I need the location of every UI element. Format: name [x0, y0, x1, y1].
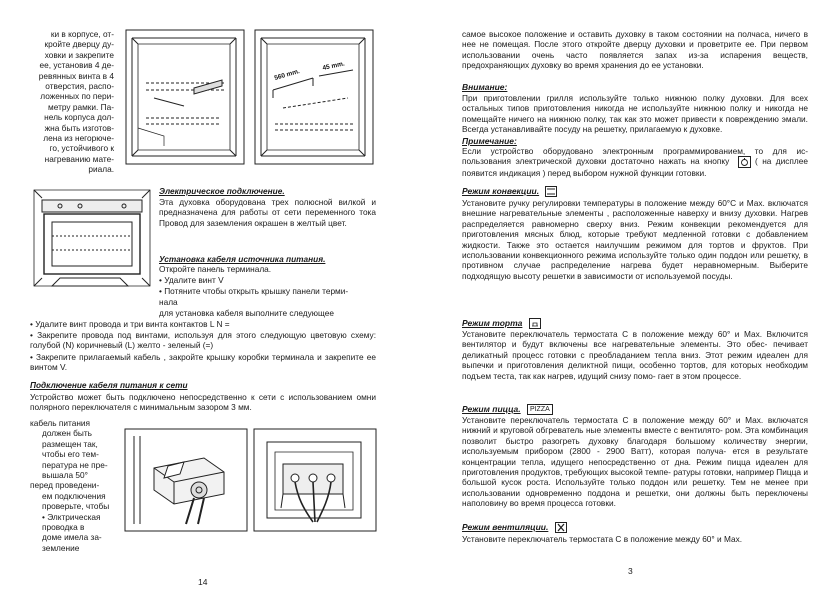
bullet-color-scheme: • Закрепите провода под винтами, используя для этого следующую цветовую схему: голубой (N) коричневый (L) желто - зеленый (=)	[30, 330, 376, 351]
cable-line: перед проведени-	[30, 480, 100, 491]
cake-heading: Режим торта	[462, 318, 523, 328]
cable-install-instruction: для установка кабеля выполните следующее	[159, 308, 334, 318]
intro-line: отверстия, распо-	[45, 81, 114, 92]
cable-line: вышала 50°	[42, 470, 88, 481]
dimension-label-45: 45 mm.	[321, 60, 346, 72]
intro-line: кройте дверцу ду-	[44, 39, 114, 50]
connect-heading: Подключение кабеля питания к сети	[30, 380, 188, 390]
intro-line: го, устойчивого к	[49, 143, 114, 154]
bullet-remove-screw: • Удалите винт V	[159, 275, 224, 285]
timer-button-icon	[738, 156, 751, 168]
pizza-text: Установите переключатель термостата С в положение между 60° и Мах. включатся нижний и круговой обгреватель ные элементы вместе с вентилято- ром. Эта комбинация позволит быстро разогреть духовку благодаря большому количеству энергии, используемым прибором (2800 - 2900 Ватт), которая получа- ется в результате концентрации тепла, идущего непосредственно от дна. Режим пицца идеален для приготовления продуктов, требующих высокой темпе- ратуры готовки, например Пицца и большой кусок роста. Используйте только поддон или решетку. Тем не менее при использовании одновременно поддона и решетки, они должны быть переключены наполовину во время процесса готовки.	[462, 415, 808, 509]
intro-line: ее, установив 4 де-	[39, 60, 114, 71]
cable-line: должен быть	[42, 428, 93, 439]
connect-text: Устройство может быть подключено непосредственно к сети с использованием омни полярного переключателя с минимальным зазором 3 мм.	[30, 392, 376, 413]
cable-line: пература не пре-	[42, 459, 108, 470]
note-text-part-1: Если устройство оборудовано электронным программированием, то для ис- пользования электрической духовки достаточно нажать на кнопку	[462, 146, 808, 167]
attention-text: При приготовлении грилля используйте только нижнюю полку духовки. Для всех остальных типов приготовления никогда не используйте нижнюю полку и никогда не помещайте ничего на нижнюю полку, так как это может привести к повреждению эмали. Всегда устанавливайте посуду на решетку, прилагаемую к духовке.	[462, 93, 808, 135]
bullet-remove-wire-screw: • Удалите винт провода и три винта контактов L N =	[30, 319, 230, 329]
attention-heading: Внимание:	[462, 82, 508, 92]
pizza-mode-badge: PIZZA	[527, 404, 553, 415]
intro-line: жна быть изготов-	[44, 122, 114, 133]
cake-text: Установите переключатель термостата С в положение между 60° и Мах. Включится вентилятор и будут включены все нагревательные элементы. Это обес- печивает деликатный процесс готовки с преобладанием тепла вниз. Этот режим идеален для выпечки и приготовления деликтной пищи, особенно тортов, для которых необходим подъем теста, так как нагрев, идущий снизу помо- гает в этом процессе.	[462, 329, 808, 381]
cable-heading: Установка кабеля источника питания.	[159, 254, 326, 264]
convection-heading-row	[462, 186, 557, 197]
intro-column	[30, 29, 114, 175]
cable-line: размещен так,	[42, 438, 98, 449]
right-page-number: 3	[628, 566, 633, 576]
intro-line: ложенных по пери-	[40, 91, 114, 102]
intro-line: нагреванию мате-	[44, 153, 114, 164]
intro-line: метру рамки. Па-	[48, 101, 114, 112]
cable-intro: Откройте панель терминала.	[159, 264, 272, 274]
pizza-heading-row	[462, 404, 553, 415]
cable-line: чтобы его тем-	[42, 449, 99, 460]
note-text-part-2: ( на дисплее появится индикация ) перед выбором нужной функции готовки.	[462, 156, 808, 179]
cable-line: проводка в	[42, 522, 85, 533]
note-text	[462, 146, 808, 179]
intro-line: ки в корпусе, от-	[50, 29, 114, 39]
convection-text: Установите ручку регулировки температуры в положение между 60°С и Мах. включатся внешние нагревательные элементы , расположенные наверху и внизу духовки. Нагрев распределяется равномерно сверху вниз. Режим конвекции рекомендуется для приготовления мясных блюд, которые требуют медленной готовки с добавлением жидкости. Также это остается наилучшим режимом для тортов и фруктов. При использовании конвекционного режима используйте только один поддон или решетку, в противном случае распределение нагрева будет неравномерным. Выберите подходящую высоту решетки в зависимости от используемой посуды.	[462, 198, 808, 281]
intro-line: нель корпуса дол-	[44, 112, 114, 123]
cabinet-dimensions-figure	[253, 28, 377, 168]
terminal-wiring-figure	[253, 428, 377, 532]
vent-text: Установите переключатель термостата С в положение между 60° и Мах.	[462, 534, 743, 544]
vent-heading-row	[462, 522, 567, 533]
terminal-box-figure	[124, 428, 248, 532]
bullet-open-cover: • Потяните чтобы открыть крышку панели терми-	[159, 286, 349, 296]
intro-line: риала.	[88, 164, 114, 175]
oven-figure	[30, 186, 154, 296]
pizza-heading: Режим пицца.	[462, 404, 521, 414]
intro-line: лена из негорюче-	[43, 133, 114, 144]
cable-line: кабель питания	[30, 418, 91, 428]
cabinet-installation-figure	[124, 28, 248, 168]
left-page-number: 14	[198, 577, 208, 587]
vent-heading: Режим вентиляции.	[462, 522, 549, 532]
cake-mode-icon	[529, 318, 541, 329]
note-heading: Примечание:	[462, 136, 517, 146]
bullet-open-cover-cont: нала	[159, 297, 178, 307]
intro-line: ревянных винта в 4	[38, 70, 114, 81]
cable-line: • Элктрическая	[42, 511, 101, 522]
convection-heading: Режим конвекции.	[462, 186, 540, 196]
cable-line: проверьте, чтобы	[42, 501, 110, 512]
electrical-text: Эта духовка оборудована трех полюсной вилкой и предназначена для работы от сети переменного тока Провод для заземления окрашен в желтый цвет.	[159, 197, 376, 228]
first-use-text: самое высокое положение и оставить духовку в таком состоянии на полчаса, ничего в нее не помещая. После этого откройте дверцу духовки и проветрите ее. При первом использовании очень часто появляется запах из-за испарения веществ, предохраняющих духовку во время хранения до ее установки.	[462, 29, 808, 71]
cable-line: ем подключения	[42, 490, 106, 501]
convection-mode-icon	[545, 186, 557, 197]
cake-heading-row	[462, 318, 541, 329]
electrical-heading: Электрическое подключение.	[159, 186, 285, 196]
fan-mode-icon	[555, 522, 567, 533]
intro-line: ховки и закрепите	[44, 49, 114, 60]
cable-requirements-column	[30, 418, 112, 553]
cable-line: землениe	[42, 542, 80, 553]
dimension-label-560: 560 mm.	[273, 68, 301, 82]
bullet-fix-cable: • Закрепите прилагаемый кабель , закройте крышку коробки терминала и закрепите ее винтом V.	[30, 352, 376, 373]
cable-line: доме имела за-	[42, 532, 102, 543]
